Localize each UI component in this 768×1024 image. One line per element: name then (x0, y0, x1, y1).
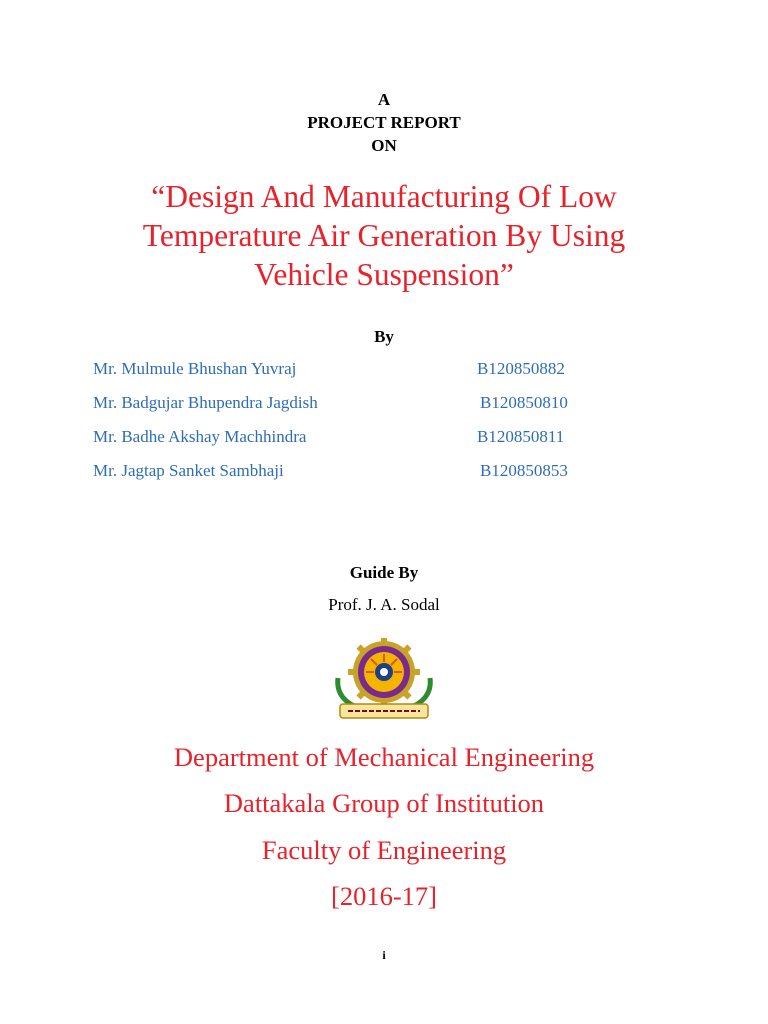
header-on: ON (371, 136, 397, 155)
member-roll-number: B120850811 (477, 427, 565, 446)
member-name: Mr. Badhe Akshay Machhindra (93, 427, 307, 446)
department-name: Department of Mechanical Engineering (173, 742, 595, 772)
member-roll-number: B120850882 (477, 359, 565, 378)
header-a: A (377, 90, 391, 109)
member-roll-number: B120850853 (480, 461, 568, 480)
member-roll-number: B120850810 (480, 393, 568, 412)
academic-year: [2016-17] (331, 881, 437, 911)
project-title-line-2: Temperature Air Generation By Using (142, 218, 626, 253)
header-project-report: PROJECT REPORT (307, 113, 461, 132)
member-name: Mr. Mulmule Bhushan Yuvraj (93, 359, 297, 378)
project-title-line-1: “Design And Manufacturing Of Low (151, 179, 617, 214)
institute-emblem-icon (326, 638, 442, 722)
page-number: i (382, 948, 386, 962)
guide-label: Guide By (349, 563, 419, 582)
member-name: Mr. Jagtap Sanket Sambhaji (93, 461, 284, 480)
guide-name: Prof. J. A. Sodal (328, 595, 440, 614)
by-label: By (374, 327, 394, 346)
faculty-name: Faculty of Engineering (261, 835, 507, 865)
member-name: Mr. Badgujar Bhupendra Jagdish (93, 393, 318, 412)
institution-name: Dattakala Group of Institution (223, 788, 545, 818)
project-title-line-3: Vehicle Suspension” (254, 257, 514, 292)
